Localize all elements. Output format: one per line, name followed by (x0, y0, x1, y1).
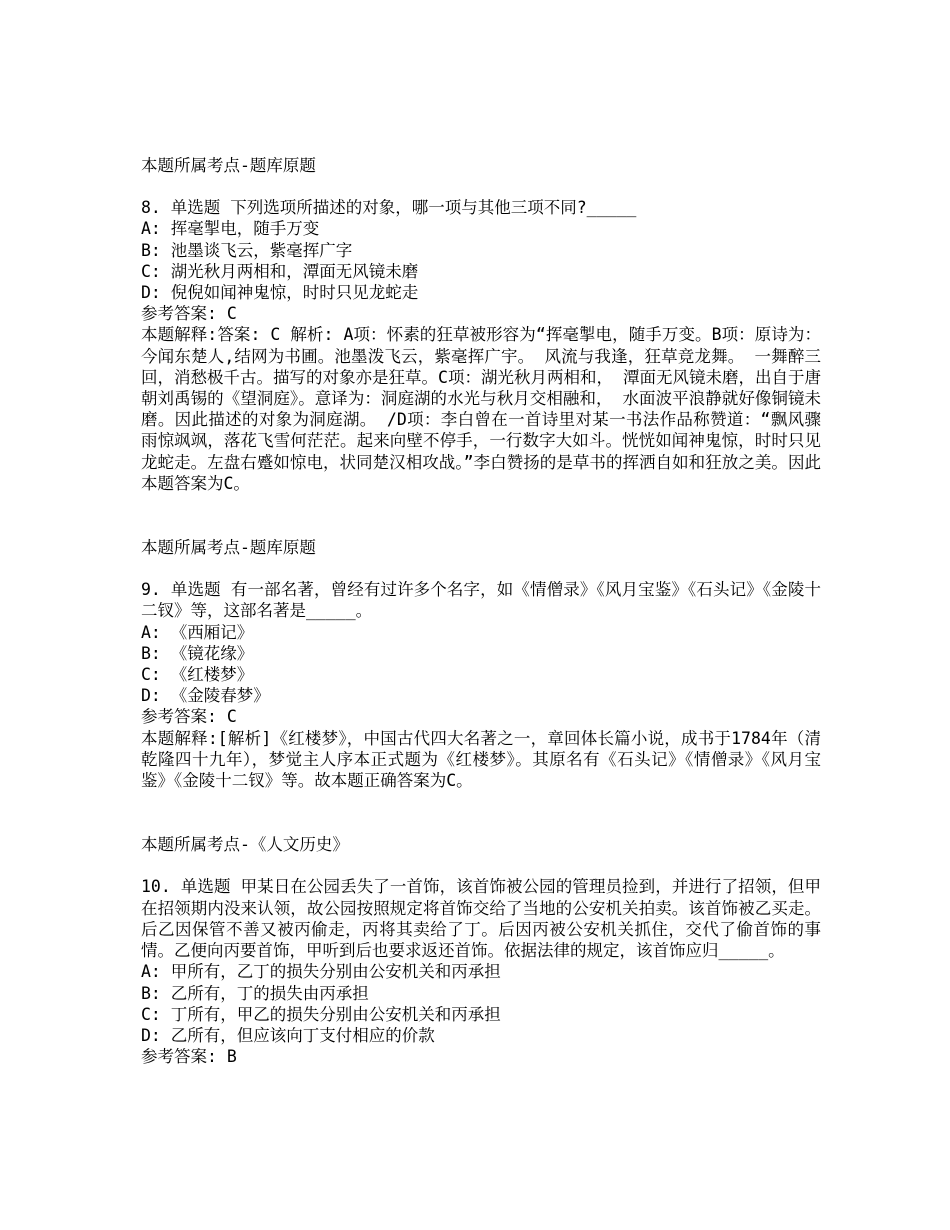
question-stem: 9. 单选题 有一部名著，曾经有过许多个名字，如《情僧录》《风月宝鉴》《石头记》《金陵十二钗》等，这部名著是_____。 (141, 580, 821, 621)
reference-answer: 参考答案: C (141, 304, 237, 324)
option-d: D: 乙所有，但应该向丁支付相应的价款 (141, 1025, 435, 1045)
question-section-10 (141, 834, 821, 1067)
option-a: A: 甲所有，乙丁的损失分别由公安机关和丙承担 (141, 962, 501, 982)
option-c: C: 丁所有，甲乙的损失分别由公安机关和丙承担 (141, 1004, 501, 1024)
reference-answer: 参考答案: B (141, 1047, 237, 1067)
option-c: C: 湖光秋月两相和，潭面无风镜未磨 (141, 261, 419, 281)
option-a: A: 《西厢记》 (141, 622, 254, 642)
question-section-8 (141, 155, 821, 494)
answer-explanation: 本题解释:[解析]《红楼梦》，中国古代四大名著之一，章回体长篇小说，成书于1784年（清乾隆四十九年），梦觉主人序本正式题为《红楼梦》。其原名有《石头记》《情僧录》《风月宝鉴》《金陵十二钗》等。故本题正确答案为C。 (141, 728, 821, 791)
option-b: B: 乙所有，丁的损失由丙承担 (141, 983, 369, 1003)
exam-point-label: 本题所属考点-题库原题 (141, 538, 316, 558)
answer-explanation: 本题解释:答案: C 解析: A项：怀素的狂草被形容为“挥毫掣电，随手万变。B项：原诗为：今闻东楚人,结网为书圃。池墨泼飞云，紫毫挥广宇。 风流与我逢，狂草竞龙舞。 一舞醉三回，消愁极千古。描写的对象亦是狂草。C项：湖光秋月两相和， 潭面无风镜未磨，出自于唐朝刘禹锡的《望洞庭》。意译为：洞庭湖的水光与秋月交相融和， 水面波平浪静就好像铜镜未磨。因此描述的对象为洞庭湖。 /D项：李白曾在一首诗里对某一书法作品称赞道：“飘风骤雨惊飒飒，落花飞雪何茫茫。起来向壁不停手，一行数字大如斗。恍恍如闻神鬼惊，时时只见龙蛇走。左盘右蹙如惊电，状同楚汉相攻战。”李白赞扬的是草书的挥洒自如和狂放之美。因此本题答案为C。 (141, 325, 821, 493)
option-d: D: 《金陵春梦》 (141, 686, 270, 706)
exam-point-label: 本题所属考点-《人文历史》 (141, 835, 349, 855)
question-section-9 (141, 537, 821, 791)
question-stem: 8. 单选题 下列选项所描述的对象，哪一项与其他三项不同?_____ (141, 198, 637, 218)
option-a: A: 挥毫掣电，随手万变 (141, 219, 320, 239)
option-c: C: 《红楼梦》 (141, 665, 254, 685)
question-stem: 10. 单选题 甲某日在公园丢失了一首饰，该首饰被公园的管理员捡到，并进行了招领，但甲在招领期内没来认领，故公园按照规定将首饰交给了当地的公安机关拍卖。该首饰被乙买走。后乙因保管不善又被丙偷走，丙将其卖给了丁。后因丙被公安机关抓住，交代了偷首饰的事情。乙便向丙要首饰，甲听到后也要求返还首饰。依据法律的规定，该首饰应归_____。 (141, 877, 821, 961)
exam-point-label: 本题所属考点-题库原题 (141, 156, 316, 175)
document-page (141, 155, 821, 1067)
option-d: D: 倪倪如闻神鬼惊，时时只见龙蛇走 (141, 283, 419, 303)
option-b: B: 池墨谈飞云，紫毫挥广字 (141, 240, 353, 260)
reference-answer: 参考答案: C (141, 707, 237, 727)
option-b: B: 《镜花缘》 (141, 643, 254, 663)
